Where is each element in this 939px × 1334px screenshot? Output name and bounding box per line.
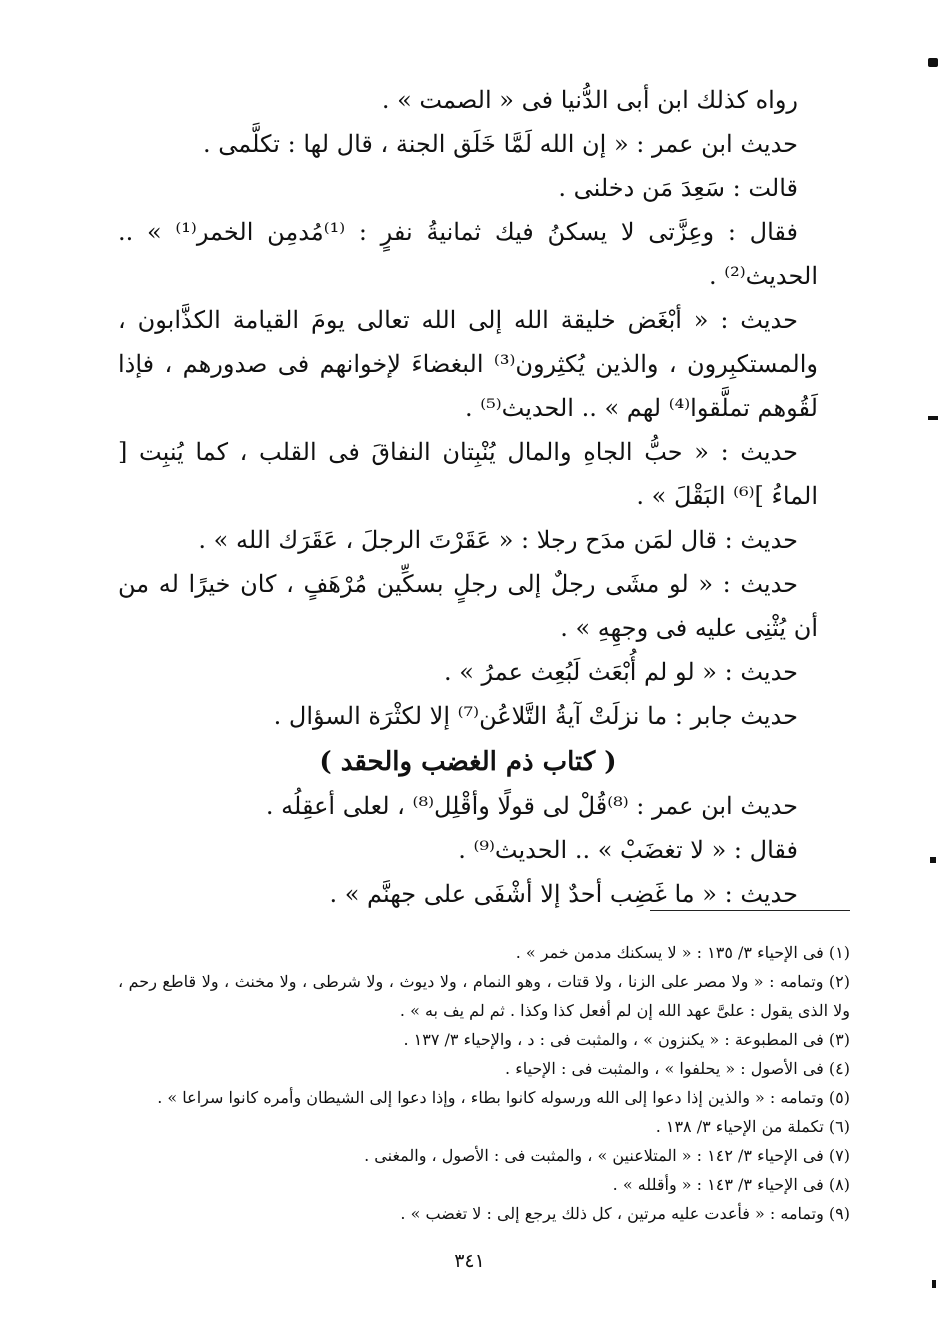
footnote: (٦) تكملة من الإحياء ٣/ ١٣٨ . <box>655 1117 850 1136</box>
text-line: حديث ابن عمر : ⁽⁸⁾قُلْ لى قولًا وأقْلِل⁽⁸⁾ ، لعلى أعقِلُه . <box>265 792 798 820</box>
text-line: فقال : وعِزَّتى لا يسكنُ فيك ثمانيةُ نفرٍ : ⁽¹⁾مُدمِن الخمر⁽¹⁾ » .. الحديث⁽²⁾ . <box>118 218 818 290</box>
footnote: (٩) وتمامه : « فأعدت عليه مرتين ، كل ذلك يرجع إلى : لا تغضب » . <box>400 1204 850 1223</box>
margin-mark <box>928 58 938 67</box>
footnote: (٧) فى الإحياء ٣/ ١٤٢ : « المتلاعنين » ، والمثبت فى : الأصول ، والمغنى . <box>364 1146 850 1165</box>
footnote: (٤) فى الأصول : « يحلفوا » ، والمثبت فى : الإحياء . <box>505 1059 850 1078</box>
text-line: حديث : « حبُّ الجاهِ والمال يُنْبِتان النفاقَ فى القلب ، كما يُنبِت [ الماءُ ]⁽⁶⁾ البَقْلَ » . <box>118 438 818 510</box>
footnote: (١) فى الإحياء ٣/ ١٣٥ : « لا يسكنك مدمن خمر » . <box>515 943 850 962</box>
footnotes <box>118 938 850 1228</box>
text-line: حديث : « ما غَضِب أحدٌ إلا أشْفَى على جهنَّم » . <box>329 880 798 908</box>
text-line: حديث : « لو لم أُبْعَث لَبُعِث عمرُ » . <box>443 658 798 686</box>
text-line: حديث : « أبْغَض خليقة الله إلى الله تعالى يومَ القيامة الكذَّابون ، والمستكبِرون ، والذين يُكثِرون⁽³⁾ البغضاءَ لإخوانهم فى صدورهم ، فإذا لَقُوهم تملَّقوا⁽⁴⁾ لهم » .. الحديث⁽⁵⁾ . <box>118 306 818 422</box>
margin-mark <box>928 416 938 420</box>
section-heading: ( كتاب ذم الغضب والحقد ) <box>319 747 617 777</box>
margin-mark <box>932 1280 936 1288</box>
footnote: (٣) فى المطبوعة : « يكنزون » ، والمثبت فى : د ، والإحياء ٣/ ١٣٧ . <box>403 1030 850 1049</box>
text-line: قالت : سَعِدَ مَن دخلنى . <box>558 174 798 202</box>
footnote: (٢) وتمامه : « ولا مصر على الزنا ، ولا قتات ، وهو النمام ، ولا ديوث ، ولا شرطى ، ولا مخنث ، ولا قاطع رحم ، ولا الذى يقول : علىَّ عهد الله إن لم أفعل كذا وكذا . ثم لم يف به » . <box>118 972 851 1020</box>
text-line: رواه كذلك ابن أبى الدُّنيا فى « الصمت » . <box>381 86 798 114</box>
text-line: حديث جابر : ما نزلَتْ آيةُ التَّلاعُن⁽⁷⁾ إلا لكثْرَة السؤال . <box>273 702 798 730</box>
text-line: حديث : قال لمَن مدَح رجلا : « عَقَرْتَ الرجلَ ، عَقَرَك الله » . <box>198 526 798 554</box>
page-number: ٣٤١ <box>454 1250 485 1272</box>
text-line: فقال : « لا تغضَبْ » .. الحديث⁽⁹⁾ . <box>458 836 798 864</box>
text-line: حديث : « لو مشَى رجلٌ إلى رجلٍ بسكِّين مُرْهَفٍ ، كان خيرًا له من أن يُثْنِى عليه فى وجهِهِ » . <box>118 570 818 642</box>
footnote: (٥) وتمامه : « والذين إذا دعوا إلى الله ورسوله كانوا بطاء ، وإذا دعوا إلى الشيطان وأمره كانوا سراعا » . <box>157 1088 850 1107</box>
footnote-divider <box>650 910 850 911</box>
margin-mark <box>930 857 936 863</box>
text-line: حديث ابن عمر : « إن الله لَمَّا خَلَق الجنة ، قال لها : تكلَّمى . <box>202 130 798 158</box>
main-text <box>118 78 818 916</box>
footnote: (٨) فى الإحياء ٣/ ١٤٣ : « وأقلله » . <box>612 1175 850 1194</box>
